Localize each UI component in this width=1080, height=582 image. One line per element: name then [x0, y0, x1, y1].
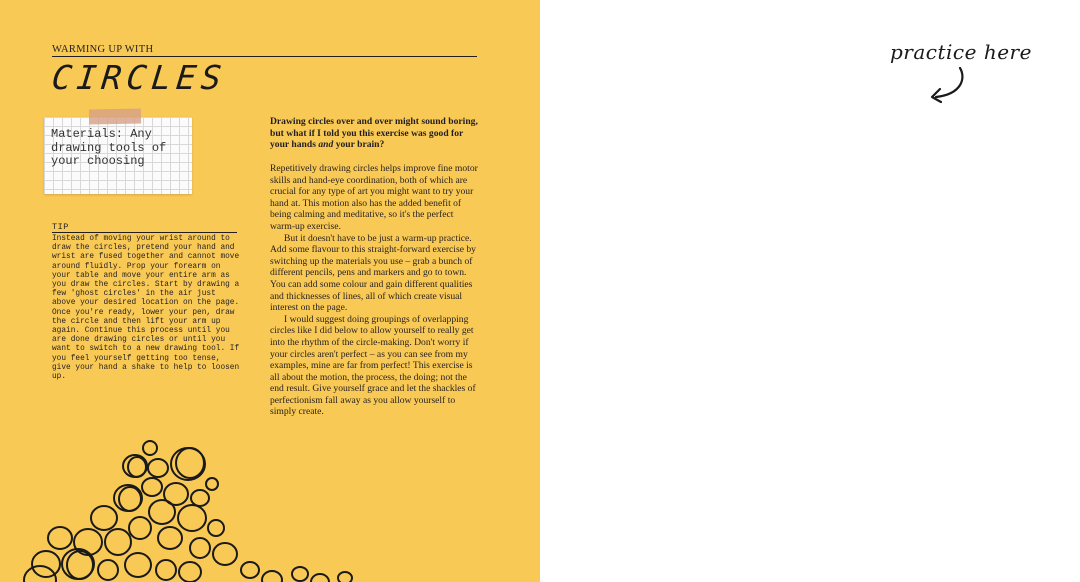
- body-paragraph: Repetitively drawing circles helps improve fine motor skills and hand-eye coordination, both of which are crucial for any type of art you might want to try your hand at. This motion also has the added benefit of being calming and meditative, so it's the perfect warm-up exercise.: [270, 163, 478, 232]
- tip-label: TIP: [52, 222, 69, 232]
- tip-rule: [52, 232, 237, 233]
- intro-after: your brain?: [333, 139, 385, 151]
- curved-arrow-icon: [924, 64, 972, 106]
- tape-strip: [89, 109, 141, 125]
- page-title: CIRCLES: [49, 58, 229, 97]
- intro-before: Drawing circles over and over might sound boring, but what if I told you this exercise was good for your hands: [270, 116, 478, 151]
- kicker-rule: [52, 56, 477, 57]
- body-paragraph: I would suggest doing groupings of overlapping circles like I did below to allow yourself to really get into the rhythm of the circle-making. Don't worry if your circles aren't perfect – as you can see from my examples, mine are far from perfect! This exercise is all about the motion, the process, the doing; not the end result. Give yourself grace and let the shackles of perfectionism fall away as you allow yourself to simply create.: [270, 313, 476, 418]
- intro-paragraph: [270, 116, 480, 151]
- right-page: [540, 0, 1080, 582]
- intro-emphasis: and: [318, 139, 334, 151]
- materials-text: Materials: Any drawing tools of your choosing: [51, 127, 167, 168]
- hand-drawn-circles-illustration: [0, 420, 420, 582]
- body-paragraph: But it doesn't have to be just a warm-up practice. Add some flavour to this straight-forward exercise by switching up the materials you use – grab a bunch of different pencils, pens and markers and go to town. You can add some colour and gain different qualities and thicknesses of lines, all of which create visual interest on the page.: [270, 232, 476, 314]
- tip-text: Instead of moving your wrist around to draw the circles, pretend your hand and wrist are fused together and cannot move around fluidly. Prop your forearm on your table and move your entire arm as you draw the circles. Start by drawing a few 'ghost circles' in the air just above your desired location on the page. Once you're ready, lower your pen, draw the circle and then lift your arm up again. Continue this process until you are done drawing circles or until you want to switch to a new drawing tool. If you feel yourself getting too tense, give your hand a shake to help to loosen up.: [52, 235, 240, 382]
- practice-label: practice here: [890, 40, 1032, 64]
- body-text: [270, 163, 480, 418]
- section-kicker: WARMING UP WITH: [52, 44, 154, 55]
